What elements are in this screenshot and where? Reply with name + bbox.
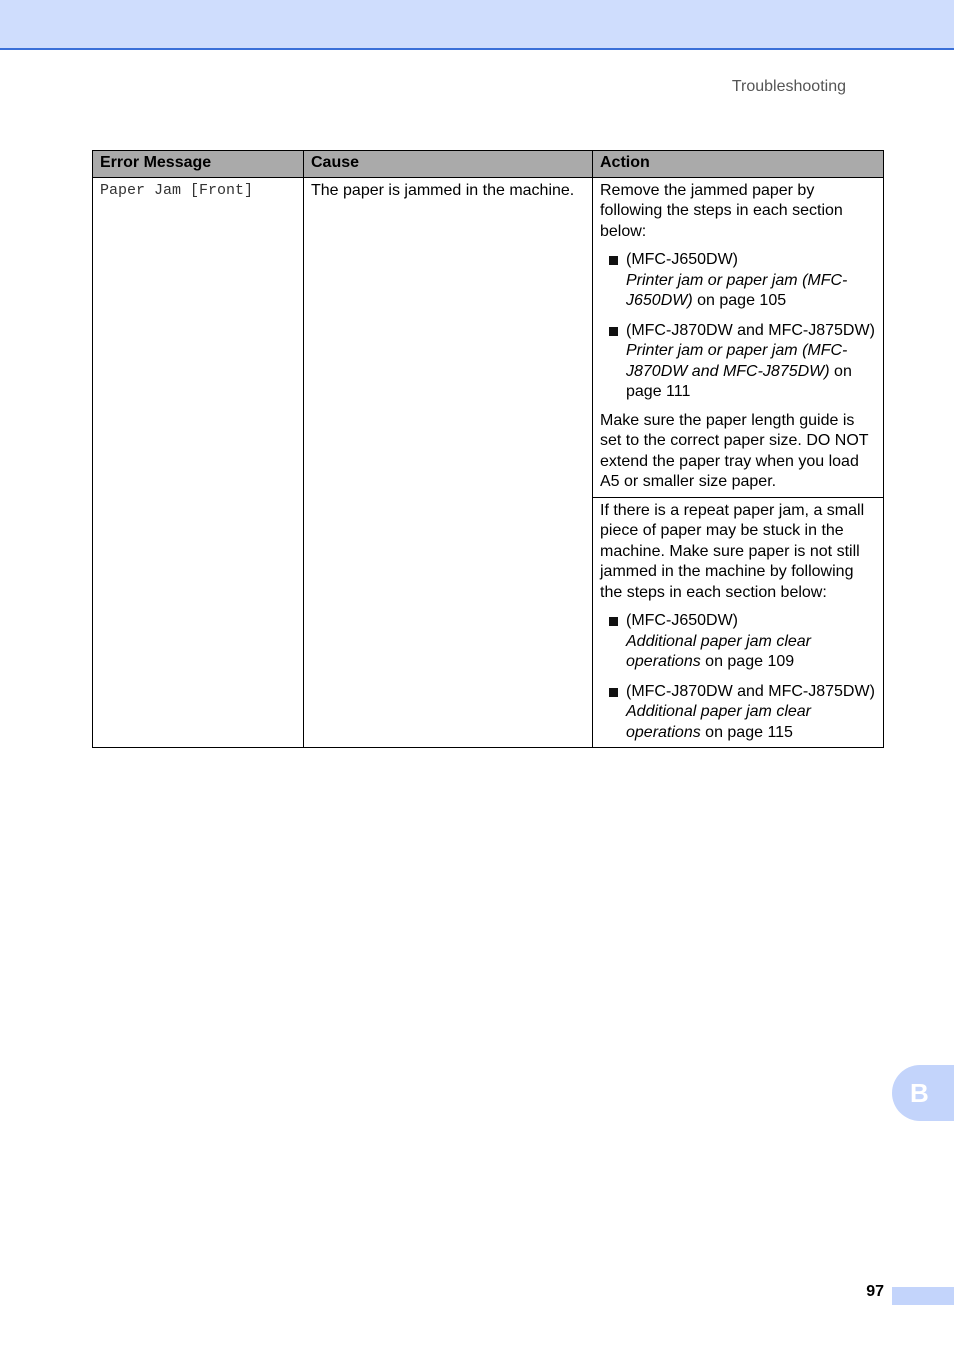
page-number: 97	[866, 1283, 884, 1300]
page-reference: on page 109	[700, 653, 795, 670]
action-intro: Remove the jammed paper by following the steps in each section below:	[600, 181, 843, 240]
square-bullet-icon	[609, 688, 618, 697]
cross-reference-link[interactable]: Additional paper jam clear operations	[626, 703, 811, 741]
cross-reference-link[interactable]: Printer jam or paper jam (MFC-J650DW)	[626, 271, 848, 309]
cross-reference-link[interactable]: Additional paper jam clear operations	[626, 632, 811, 670]
square-bullet-icon	[609, 256, 618, 265]
action-note: Make sure the paper length guide is set to the correct paper size. DO NOT extend the paper tray when you load A5 or smaller size paper.	[600, 411, 869, 490]
bullet-model: (MFC-J650DW)	[626, 612, 738, 629]
error-message-cell: Paper Jam [Front]	[93, 177, 304, 748]
page-reference: on page 111	[626, 362, 852, 400]
table-header-row	[93, 151, 884, 178]
page-reference: on page 105	[692, 292, 787, 309]
section-title: Troubleshooting	[731, 78, 846, 95]
action-intro: If there is a repeat paper jam, a small piece of paper may be stuck in the machine. Make sure paper is not still jammed in the machine by following the steps in each section below:	[600, 501, 865, 601]
page-number-bar	[892, 1287, 954, 1305]
header-error-message: Error Message	[93, 151, 304, 178]
action-bullet-list	[600, 611, 876, 743]
header-action: Action	[593, 151, 884, 178]
action-cell-1	[593, 177, 884, 497]
list-item	[600, 321, 876, 403]
action-bullet-list	[600, 250, 876, 403]
bullet-model: (MFC-J870DW and MFC-J875DW)	[626, 321, 875, 339]
list-item	[600, 250, 876, 312]
square-bullet-icon	[609, 327, 618, 336]
cross-reference-link[interactable]: Printer jam or paper jam (MFC-J870DW and MFC-J875DW)	[626, 342, 848, 380]
table-row	[93, 177, 884, 497]
bullet-model: (MFC-J870DW and MFC-J875DW)	[626, 682, 875, 700]
action-cell-2	[593, 497, 884, 748]
top-header-band	[0, 0, 954, 50]
page-reference: on page 115	[700, 723, 793, 741]
square-bullet-icon	[609, 617, 618, 626]
chapter-tab: B	[892, 1065, 954, 1121]
bullet-model: (MFC-J650DW)	[626, 251, 738, 268]
header-cause: Cause	[304, 151, 593, 178]
list-item	[600, 682, 876, 744]
error-message-table	[92, 150, 884, 748]
list-item	[600, 611, 876, 673]
cause-cell: The paper is jammed in the machine.	[304, 177, 593, 748]
